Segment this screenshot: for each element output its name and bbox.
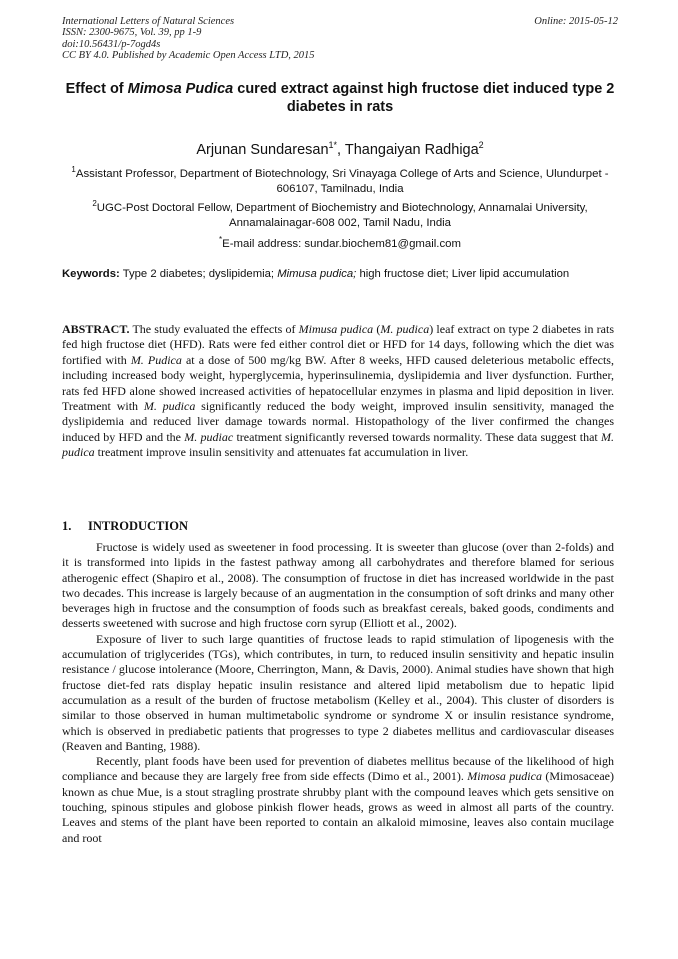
affiliation-1-sup: 1 <box>71 165 76 174</box>
author-2-sup: 2 <box>478 140 484 150</box>
author-1: Arjunan Sundaresan <box>196 141 329 158</box>
section-number: 1. <box>62 519 72 533</box>
abstract-label: ABSTRACT. <box>62 322 130 336</box>
affiliation-2-text: UGC-Post Doctoral Fellow, Department of Biochemistry and Biotechnology, Annamalai University, Annamalainagar-608 002, Tamil Nadu, India <box>96 201 588 229</box>
journal-doi: doi:10.56431/p-7ogd4s <box>62 38 161 50</box>
title-text-rest: cured extract against high fructose diet induced type 2 diabetes in rats <box>233 81 615 115</box>
paragraph <box>62 754 614 846</box>
abstract-text: significantly reduced the body weight, improved insulin sensitivity, managed the dyslipidemia and reduced liver damage towards normal. Histopathology of the liver confirmed the changes induced by HFD and the <box>62 399 615 444</box>
affiliation-2 <box>62 196 618 231</box>
keywords <box>62 267 614 282</box>
abstract-text: The study evaluated the effects of <box>129 322 299 336</box>
section-title: INTRODUCTION <box>88 519 189 533</box>
paragraph-text-rest: (Mimosaceae) known as chue Mue, is a stout stragling prostrate shrubby plant with the compound leaves which gets sensitive on touching, spinous stipules and globose pinkish flower heads, grows as weed in almost all parts of the country. Leaves and stems of the plant have been reported to contain an alkaloid mimosine, leaves also contain mucilage and root <box>62 769 614 845</box>
author-2: Thangaiyan Radhiga <box>344 141 479 158</box>
journal-name: International Letters of Natural Sciences <box>62 16 235 27</box>
abstract-text: treatment improve insulin sensitivity and attenuates fat accumulation in liver. <box>94 445 469 460</box>
affiliation-2-sup: 2 <box>92 199 97 208</box>
paper-title <box>62 80 618 116</box>
paragraph-text: Recently, plant foods have been used for prevention of diabetes mellitus because of the likelihood of high compliance and because they are largely free from side effects (Dimo et al., 2001). <box>62 754 614 784</box>
affiliation-1-text: Assistant Professor, Department of Biotechnology, Sri Vinayaga College of Arts and Science, Ulundurpet - 606107, Tamilnadu, India <box>75 167 609 195</box>
introduction-body <box>62 540 614 846</box>
abstract <box>62 322 614 461</box>
keywords-text-rest: high fructose diet; Liver lipid accumulation <box>356 268 570 280</box>
keywords-species: Mimusa pudica; <box>277 268 357 280</box>
abstract-species: M. pudiac <box>184 429 234 444</box>
paragraph-species: Mimosa pudica <box>467 769 542 784</box>
online-date: Online: 2015-05-12 <box>534 16 618 27</box>
author-separator: , <box>337 141 345 158</box>
affiliation-1 <box>62 162 618 197</box>
abstract-text: treatment significantly reversed towards normality. These data suggest that <box>233 429 602 444</box>
email-text: E-mail address: sundar.biochem81@gmail.com <box>222 237 461 250</box>
corresponding-email <box>62 232 618 252</box>
keywords-label: Keywords: <box>62 268 120 280</box>
paragraph: Fructose is widely used as sweetener in food processing. It is sweeter than glucose (over than 2-folds) and it is transformed into lipids in the fastest pathway among all carbohydrates and therefore blamed for serious atherogenic effect (Shapiro et al., 2008). The consumption of fructose in diet has increased worldwide in the past two decades. This increase is largely because of an augmentation in the consumption of soft drinks and many other beverages high in fructose and the consumption of foods such as breakfast cereals, baked goods, condiments and desserts sweetened with sucrose and high fructose corn syrup (Elliott et al., 2002). <box>62 540 614 631</box>
paragraph: Exposure of liver to such large quantities of fructose leads to rapid stimulation of lipogenesis with the accumulation of triglycerides (TGs), which contributes, in turn, to reduced insulin sensitivity and hepatic insulin resistance / glucose intolerance (Moore, Cherrington, Mann, & Davis, 2000). Animal studies have shown that high fructose diet-fed rats display hepatic insulin resistance and altered lipid metabolism due to hepatic lipid accumulation as a result of the burden of fructose metabolism (Kelley et al., 2004). This cluster of disorders is similar to those observed in human multimetabolic syndrome or syndrome X or insulin resistance syndrome, which is observed in prediabetic patients that progresses to type 2 diabetes mellitus and cardiovascular diseases (Reaven and Banting, 1988). <box>62 631 614 753</box>
abstract-text: ( <box>373 322 381 336</box>
abstract-species: Mimusa pudica <box>298 322 374 336</box>
abstract-species: M. pudica <box>380 322 430 336</box>
abstract-text: at a dose of 500 mg/kg BW. After 8 weeks, HFD caused deleterious metabolic effects, including increased body weight, hyperglycemia, hyperinsulinemia, dyslipidemia and liver dysfunction. Further, rats fed HFD alone showed increased activities of hepatocellular enzymes in plasma and lipid deposition in liver. Treatment with <box>62 352 614 414</box>
author-1-sup: 1* <box>328 140 338 150</box>
abstract-species: M. Pudica <box>130 352 182 367</box>
abstract-text: ) leaf extract on type 2 diabetes in rats fed high fructose diet (HFD). Rats were fed either control diet or HFD for 14 days, following which the diet was fortified with <box>62 322 615 367</box>
author-list <box>62 136 618 159</box>
abstract-species: M. pudica <box>62 429 615 460</box>
title-species: Mimosa Pudica <box>127 81 234 97</box>
abstract-species: M. pudica <box>143 399 196 414</box>
journal-license: CC BY 4.0. Published by Academic Open Access LTD, 2015 <box>62 50 315 62</box>
journal-header <box>62 16 618 62</box>
journal-issn: ISSN: 2300-9675, Vol. 39, pp 1-9 <box>62 27 202 39</box>
section-heading <box>62 518 614 534</box>
keywords-text: Type 2 diabetes; dyslipidemia; <box>119 268 278 280</box>
email-sup: * <box>219 235 223 244</box>
title-text: Effect of <box>65 81 128 97</box>
